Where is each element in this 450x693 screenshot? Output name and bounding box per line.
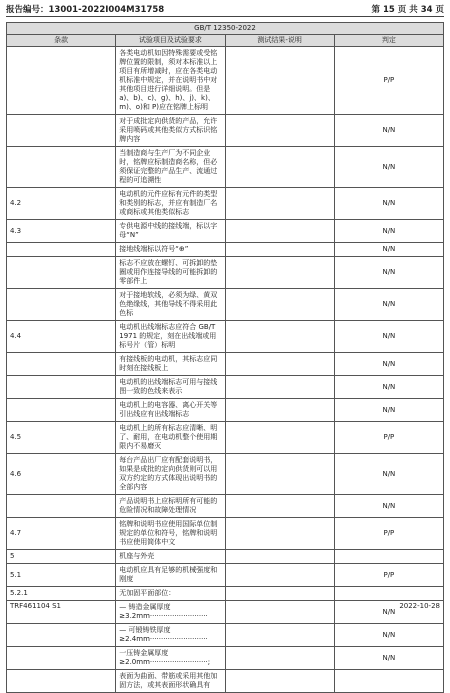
table-row — [7, 624, 444, 647]
requirement-cell: 对于接地软线，必须为绿、黄双色绝缘线，其他导线不得采用此色标 — [116, 289, 225, 321]
test-table — [6, 22, 444, 693]
clause-cell — [7, 376, 116, 399]
verdict-cell: P/P — [334, 518, 443, 550]
table-row — [7, 422, 444, 454]
requirement-cell: 电动机应具有足够的机械强度和刚度 — [116, 564, 225, 587]
table-row — [7, 495, 444, 518]
table-row — [7, 670, 444, 693]
col-requirement: 试验项目及试验要求 — [116, 35, 225, 47]
verdict-cell: N/N — [334, 257, 443, 289]
clause-cell — [7, 670, 116, 693]
result-cell — [225, 321, 334, 353]
clause-cell — [7, 147, 116, 188]
result-cell — [225, 289, 334, 321]
clause-cell — [7, 243, 116, 257]
table-row — [7, 47, 444, 115]
requirement-cell: 一压铸金属厚度≥2.0mm··························; — [116, 647, 225, 670]
table-row — [7, 376, 444, 399]
table-row — [7, 243, 444, 257]
clause-cell: 4.5 — [7, 422, 116, 454]
clause-cell: 4.4 — [7, 321, 116, 353]
clause-cell: 4.7 — [7, 518, 116, 550]
clause-cell: 4.6 — [7, 454, 116, 495]
requirement-cell: 产品说明书上应标明所有可能的危险情况和故障处理情况 — [116, 495, 225, 518]
result-cell — [225, 454, 334, 495]
requirement-cell: 当制造商与生产厂为不同企业时，铭牌应标制造商名称，但必须保证完整的产品生产、流通过程的可追溯性 — [116, 147, 225, 188]
requirement-cell: 机座与外壳 — [116, 550, 225, 564]
requirement-cell: 每台产品出厂应有配套说明书，如果是成批的定向供货则可以用双方约定的方式体现出说明书的全部内容 — [116, 454, 225, 495]
result-cell — [225, 601, 334, 624]
result-cell — [225, 147, 334, 188]
requirement-cell: 表面为曲面、带筋或采用其他加固方法，或其表面形状确具有 — [116, 670, 225, 693]
requirement-cell: 电动机上的电容器、离心开关等引出线应有出线端标志 — [116, 399, 225, 422]
clause-cell — [7, 624, 116, 647]
standard-title: GB/T 12350-2022 — [7, 23, 444, 35]
clause-cell — [7, 289, 116, 321]
verdict-cell: N/N — [334, 188, 443, 220]
verdict-cell: N/N — [334, 454, 443, 495]
clause-cell — [7, 495, 116, 518]
clause-cell — [7, 399, 116, 422]
table-row — [7, 518, 444, 550]
requirement-cell: 各类电动机如因特殊需要或受铭牌位置的限制，须对本标准以上项目有所增减时，应在各类电动机标准中规定，并在说明书中对其他项目进行详细说明。但是 a)、b)、c)、g)、h)、j)、k)、m)、o)和 P)应在铭牌上标明 — [116, 47, 225, 115]
verdict-cell: N/N — [334, 601, 443, 624]
clause-cell: 5.1 — [7, 564, 116, 587]
table-row — [7, 564, 444, 587]
result-cell — [225, 188, 334, 220]
requirement-cell: 接地线端标以符号“⊕” — [116, 243, 225, 257]
result-cell — [225, 353, 334, 376]
clause-cell: 4.2 — [7, 188, 116, 220]
result-cell — [225, 243, 334, 257]
result-cell — [225, 47, 334, 115]
clause-cell: 5 — [7, 550, 116, 564]
requirement-cell: — 铸造金属厚度≥3.2mm·························· — [116, 601, 225, 624]
report-date: 2022-10-28 — [399, 602, 440, 610]
clause-cell — [7, 47, 116, 115]
requirement-cell: 铭牌和说明书应使用国际单位制规定的单位和符号，铭牌和说明书应使用简体中文 — [116, 518, 225, 550]
verdict-cell: P/P — [334, 564, 443, 587]
result-cell — [225, 220, 334, 243]
clause-cell — [7, 115, 116, 147]
verdict-cell: N/N — [334, 115, 443, 147]
col-clause: 条款 — [7, 35, 116, 47]
verdict-cell: N/N — [334, 495, 443, 518]
requirement-cell: 对于成批定向供货的产品，允许采用喷码或其他类似方式标识铭牌内容 — [116, 115, 225, 147]
verdict-cell — [334, 587, 443, 601]
verdict-cell: N/N — [334, 289, 443, 321]
requirement-cell: 标志不应放在螺钉、可拆卸的垫圈或用作连接导线的可能拆卸的零部件上 — [116, 257, 225, 289]
result-cell — [225, 670, 334, 693]
table-row — [7, 321, 444, 353]
requirement-cell: 无加固平面部位： — [116, 587, 225, 601]
result-cell — [225, 399, 334, 422]
result-cell — [225, 115, 334, 147]
requirement-cell: 专供电源中线的接线端，标以字母“N” — [116, 220, 225, 243]
verdict-cell: N/N — [334, 647, 443, 670]
table-row — [7, 147, 444, 188]
verdict-cell: P/P — [334, 422, 443, 454]
report-number: 报告编号：13001-2022I004M31758 — [6, 5, 165, 15]
verdict-cell: P/P — [334, 47, 443, 115]
page-info: 第 15 页 共 34 页 — [371, 5, 444, 15]
verdict-cell: N/N — [334, 353, 443, 376]
result-cell — [225, 564, 334, 587]
table-row — [7, 647, 444, 670]
table-row — [7, 353, 444, 376]
table-row — [7, 601, 444, 624]
page-header — [6, 3, 444, 15]
requirement-cell: 电动机的元件应标有元件的类型和类别的标志，并应有制造厂名或商标或其他类似标志 — [116, 188, 225, 220]
table-row — [7, 454, 444, 495]
table-row — [7, 188, 444, 220]
verdict-cell — [334, 670, 443, 693]
result-cell — [225, 550, 334, 564]
table-row — [7, 289, 444, 321]
verdict-cell: N/N — [334, 376, 443, 399]
result-cell — [225, 647, 334, 670]
result-cell — [225, 587, 334, 601]
requirement-cell: 电动机出线端标志应符合 GB/T 1971 的规定，刻在出线端或用标号片（管）标明 — [116, 321, 225, 353]
result-cell — [225, 422, 334, 454]
clause-cell — [7, 257, 116, 289]
result-cell — [225, 257, 334, 289]
table-row — [7, 399, 444, 422]
table-row — [7, 257, 444, 289]
col-result: 测试结果-说明 — [225, 35, 334, 47]
verdict-cell: N/N — [334, 321, 443, 353]
clause-cell: 4.3 — [7, 220, 116, 243]
verdict-cell: N/N — [334, 399, 443, 422]
verdict-cell: N/N — [334, 624, 443, 647]
result-cell — [225, 624, 334, 647]
requirement-cell: 电动机上的所有标志应清晰、明了、耐用，在电动机整个使用期限内不易磨灭 — [116, 422, 225, 454]
table-row — [7, 220, 444, 243]
requirement-cell: 有接线板的电动机，其标志应同时刻在接线板上 — [116, 353, 225, 376]
requirement-cell: 电动机的出线端标志可用与接线图一致的色线来表示 — [116, 376, 225, 399]
clause-cell: 5.2.1 — [7, 587, 116, 601]
header-divider — [6, 16, 444, 17]
clause-cell — [7, 647, 116, 670]
result-cell — [225, 376, 334, 399]
verdict-cell: N/N — [334, 220, 443, 243]
requirement-cell: — 可锻铸铁厚度≥2.4mm·························· — [116, 624, 225, 647]
form-number: TRF461104 S1 — [10, 602, 62, 610]
result-cell — [225, 518, 334, 550]
table-row — [7, 550, 444, 564]
verdict-cell — [334, 550, 443, 564]
table-row — [7, 587, 444, 601]
result-cell — [225, 495, 334, 518]
clause-cell — [7, 353, 116, 376]
verdict-cell: N/N — [334, 243, 443, 257]
verdict-cell: N/N — [334, 147, 443, 188]
table-row — [7, 115, 444, 147]
col-verdict: 判定 — [334, 35, 443, 47]
